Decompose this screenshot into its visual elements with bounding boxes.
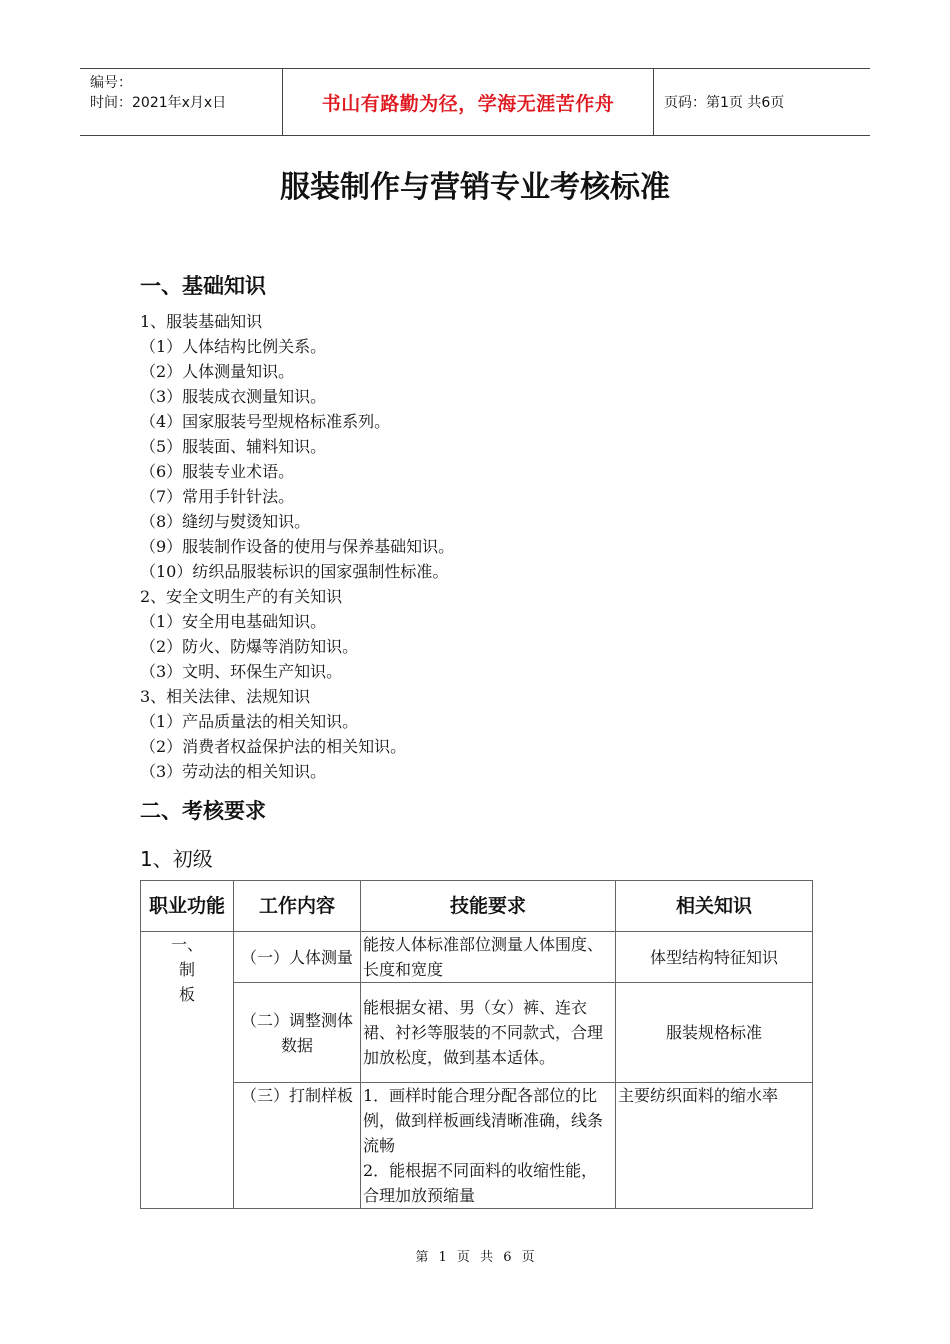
col-header-skill: 技能要求 <box>361 881 616 932</box>
list-item: （8）缝纫与熨烫知识。 <box>140 512 311 531</box>
section-2-subheading: 1、初级 <box>140 847 213 871</box>
col-header-knowledge: 相关知识 <box>616 881 813 932</box>
list-item: （6）服装专业术语。 <box>140 462 295 481</box>
list-item: （1）安全用电基础知识。 <box>140 612 327 631</box>
header-motto-cell <box>282 69 654 135</box>
skill-item: 2．能根据不同面料的收缩性能，合理加放预缩量 <box>363 1161 598 1205</box>
table-row <box>141 983 813 1083</box>
list-item: 2、安全文明生产的有关知识 <box>140 587 343 606</box>
table-row <box>141 932 813 983</box>
skill-cell <box>361 1083 616 1209</box>
table-header-row <box>141 881 813 932</box>
header-page-code-text: 页码：第1页 共6页 <box>664 95 785 111</box>
list-item: （1）产品质量法的相关知识。 <box>140 712 359 731</box>
list-item: （7）常用手针针法。 <box>140 487 295 506</box>
skill-cell: 能按人体标准部位测量人体围度、长度和宽度 <box>361 932 616 983</box>
list-item: （2）消费者权益保护法的相关知识。 <box>140 737 407 756</box>
list-item: （3）文明、环保生产知识。 <box>140 662 343 681</box>
skill-item: 1．画样时能合理分配各部位的比例，做到样板画线清晰准确，线条流畅 <box>363 1086 604 1155</box>
content-cell: （三）打制样板 <box>234 1083 361 1209</box>
assessment-table <box>140 880 813 1209</box>
document-title: 服装制作与营销专业考核标准 <box>280 170 670 205</box>
header-motto: 书山有路勤为径，学海无涯苦作舟 <box>321 92 615 115</box>
list-item: （9）服装制作设备的使用与保养基础知识。 <box>140 537 455 556</box>
page-header <box>80 68 870 136</box>
function-cell <box>141 932 234 1209</box>
knowledge-cell: 主要纺织面料的缩水率 <box>616 1083 813 1209</box>
function-number: 一、 <box>170 935 203 954</box>
col-header-content: 工作内容 <box>234 881 361 932</box>
function-char: 板 <box>178 985 195 1004</box>
knowledge-cell: 体型结构特征知识 <box>616 932 813 983</box>
function-char: 制 <box>178 960 195 979</box>
knowledge-cell: 服装规格标准 <box>616 983 813 1083</box>
section-1-list <box>140 309 454 784</box>
section-1-heading: 一、基础知识 <box>140 274 266 298</box>
list-item: （3）服装成衣测量知识。 <box>140 387 327 406</box>
content-cell: （一）人体测量 <box>234 932 361 983</box>
header-number: 编号： <box>90 75 132 91</box>
page-footer: 第 1 页 共 6 页 <box>415 1250 535 1265</box>
list-item: （2）防火、防爆等消防知识。 <box>140 637 359 656</box>
header-page-code <box>654 69 870 135</box>
list-item: 1、服装基础知识 <box>140 312 263 331</box>
header-time: 时间：2021年x月x日 <box>90 95 227 111</box>
list-item: 3、相关法律、法规知识 <box>140 687 311 706</box>
list-item: （5）服装面、辅料知识。 <box>140 437 327 456</box>
list-item: （10）纺织品服装标识的国家强制性标准。 <box>140 562 449 581</box>
list-item: （3）劳动法的相关知识。 <box>140 762 327 781</box>
section-2-heading: 二、考核要求 <box>140 799 266 823</box>
header-meta <box>80 69 282 135</box>
list-item: （4）国家服装号型规格标准系列。 <box>140 412 391 431</box>
content-cell: （二）调整测体数据 <box>234 983 361 1083</box>
skill-cell: 能根据女裙、男（女）裤、连衣裙、衬衫等服装的不同款式，合理加放松度，做到基本适体。 <box>361 983 616 1083</box>
list-item: （1）人体结构比例关系。 <box>140 337 327 356</box>
col-header-function: 职业功能 <box>141 881 234 932</box>
table-row <box>141 1083 813 1209</box>
list-item: （2）人体测量知识。 <box>140 362 295 381</box>
